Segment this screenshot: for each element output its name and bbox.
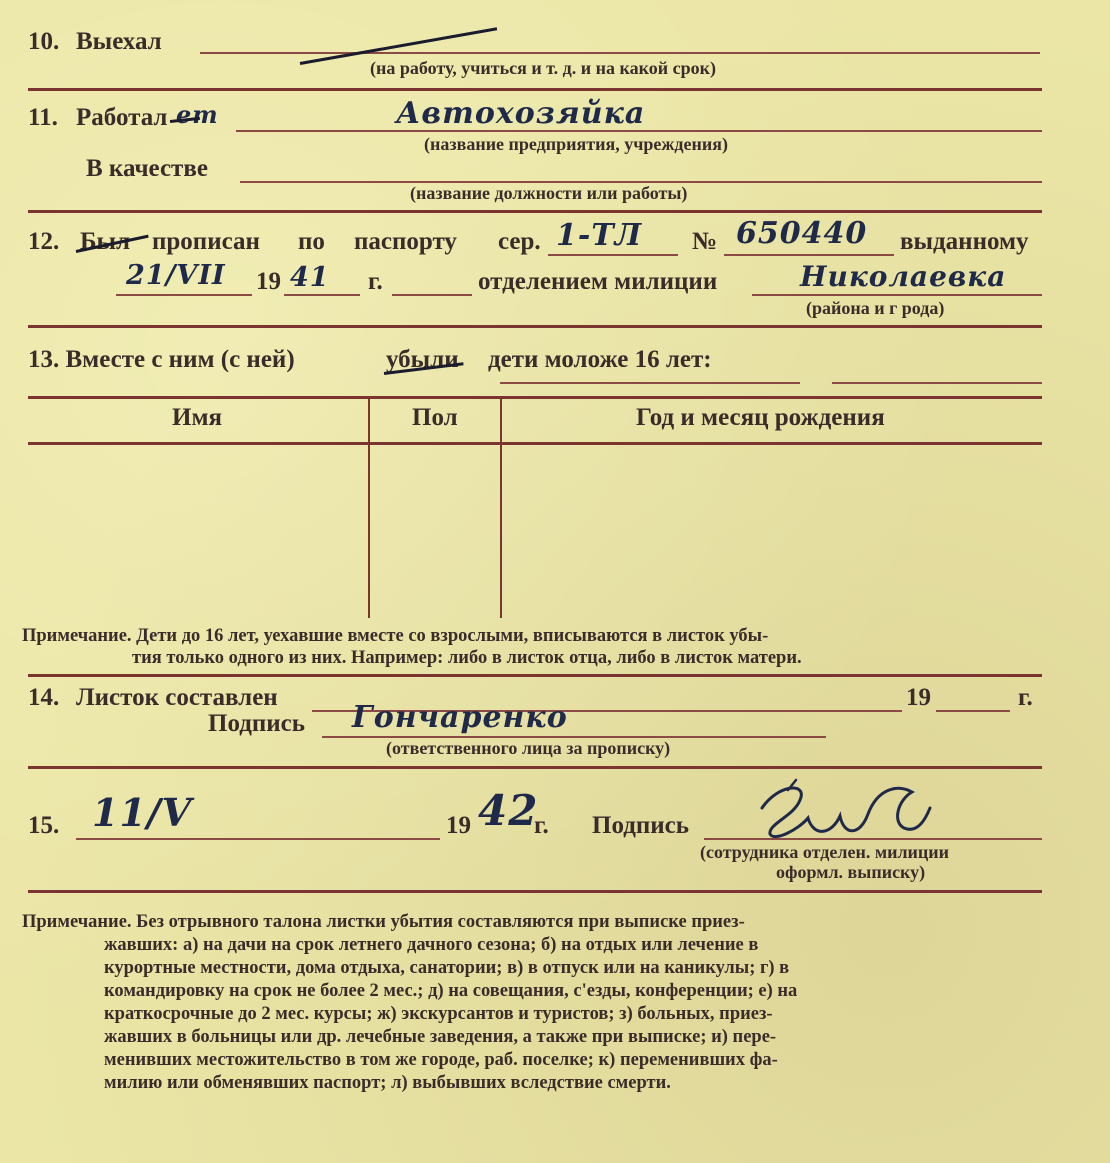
s14-year-print: 19 (906, 684, 931, 711)
s12-police-handwritten: Николаевка (800, 260, 1007, 293)
s14-sign-label: Подпись (208, 710, 305, 737)
s11-hint: (название предприятия, учреждения) (424, 134, 729, 154)
s11-number: 11. (28, 104, 58, 131)
final-note-line-7: милию или обменявших паспорт; л) выбывших вследствие смерти. (104, 1073, 671, 1093)
final-note-line-6: менивших местожительство в том же городе, раб. поселке; к) переменивших фа- (104, 1050, 778, 1070)
table-header-birth: Год и месяц рождения (636, 404, 885, 431)
s12-number-sign: № (692, 228, 718, 255)
s12-issue-date-handwritten: 21/VII (126, 260, 226, 291)
divider-12 (28, 325, 1042, 328)
final-note-line-0 (22, 912, 745, 934)
s11-employer-handwritten: Автохозяйка (396, 96, 646, 131)
s13-note-line-1: Дети до 16 лет, уехавшие вместе со взрослыми, вписываются в листок убы- (136, 626, 769, 646)
s15-date-handwritten: 11/V (92, 790, 193, 835)
final-note-line-3: командировку на срок не более 2 мес.; д) на совещания, с'езды, конференции; е) на (104, 981, 798, 1001)
divider-11 (28, 210, 1042, 213)
s12-word-1: прописан (152, 228, 260, 255)
divider-13 (28, 674, 1042, 677)
s12-year-line (284, 294, 360, 296)
s14-signature-handwritten: Гончаренко (352, 700, 568, 735)
s12-by-label: отделением милиции (478, 268, 718, 295)
s11-role-label: В качестве (86, 155, 208, 182)
s13-line-end: дети моложе 16 лет: (488, 346, 712, 373)
s12-passport-number-line (724, 254, 894, 256)
divider-10 (28, 88, 1042, 91)
table-top-rule (28, 396, 1042, 399)
s14-g: г. (1018, 684, 1033, 711)
s15-signature-scribble (748, 778, 938, 846)
s12-passport-number-handwritten: 650440 (736, 216, 868, 251)
s15-year-handwritten: 42 (478, 786, 539, 835)
s13-note (22, 626, 768, 648)
s13-struck-word: убыли (386, 346, 459, 373)
s12-date-line (116, 294, 252, 296)
s15-g: г. (534, 812, 549, 839)
s12-g: г. (368, 268, 383, 295)
s12-series-handwritten: 1-ТЛ (556, 218, 643, 253)
final-note-text-0: Без отрывного талона листки убытия составляются при выписке приез- (136, 912, 745, 932)
s12-series-line (548, 254, 678, 256)
s12-hint: (района и г рода) (806, 298, 945, 318)
s13-note-label: Примечание. (22, 626, 132, 646)
s13-line-start: 13. Вместе с ним (с ней) (28, 346, 295, 373)
final-note-line-2: курортные местности, дома отдыха, санатории; в) в отпуск или на каникулы; г) в (104, 958, 790, 978)
final-note-line-5: жавших в больницы или др. лечебные заведения, а также при выписке; и) пере- (104, 1027, 777, 1047)
s11-role-hint: (название должности или работы) (410, 183, 688, 203)
s15-number: 15. (28, 812, 60, 839)
s14-year-line (936, 710, 1010, 712)
s15-sign-label: Подпись (592, 812, 689, 839)
final-note-label: Примечание. (22, 912, 132, 932)
s10-hint: (на работу, учиться и т. д. и на какой срок) (370, 58, 716, 78)
s10-number: 10. (28, 28, 60, 55)
table-column-divider-2 (500, 396, 502, 618)
table-header-rule (28, 442, 1042, 445)
s12-series-label: сер. (498, 228, 541, 255)
table-column-divider-1 (368, 396, 370, 618)
s10-label: Выехал (76, 28, 162, 55)
s12-issued-label: выданному (900, 228, 1029, 255)
s12-number: 12. (28, 228, 60, 255)
table-header-sex: Пол (412, 404, 458, 431)
s12-was-struck: Был (80, 228, 131, 255)
s12-word-3: паспорту (354, 228, 457, 255)
s12-word-2: по (298, 228, 325, 255)
s13-aux-line-2 (832, 382, 1042, 384)
s11-label-suffix-handwritten: ет (176, 100, 219, 129)
table-header-name: Имя (172, 404, 222, 431)
s12-year-handwritten: 41 (290, 262, 330, 293)
s12-police-line (752, 294, 1042, 296)
s13-note-line-2: тия только одного из них. Например: либо в листок отца, либо в листок матери. (132, 648, 802, 668)
s15-year-print: 19 (446, 812, 471, 839)
divider-15 (28, 890, 1042, 893)
s14-label: Листок составлен (76, 684, 278, 711)
s11-label: Работал (76, 104, 168, 131)
s12-gap-line (392, 294, 472, 296)
s15-hint-line-2: оформл. выписку) (776, 862, 926, 882)
s15-date-line (76, 838, 440, 840)
s12-year-print: 19 (256, 268, 281, 295)
s14-number: 14. (28, 684, 60, 711)
s10-field-line (200, 52, 1040, 54)
final-note-line-1: жавших: а) на дачи на срок летнего дачного сезона; б) на отдых или лечение в (104, 935, 759, 955)
s15-hint-line-1: (сотрудника отделен. милиции (700, 842, 950, 862)
s14-hint: (ответственного лица за прописку) (386, 738, 671, 758)
final-note-line-4: краткосрочные до 2 мес. курсы; ж) экскурсантов и туристов; з) больных, приез- (104, 1004, 773, 1024)
divider-14 (28, 766, 1042, 769)
s13-aux-line-1 (500, 382, 800, 384)
